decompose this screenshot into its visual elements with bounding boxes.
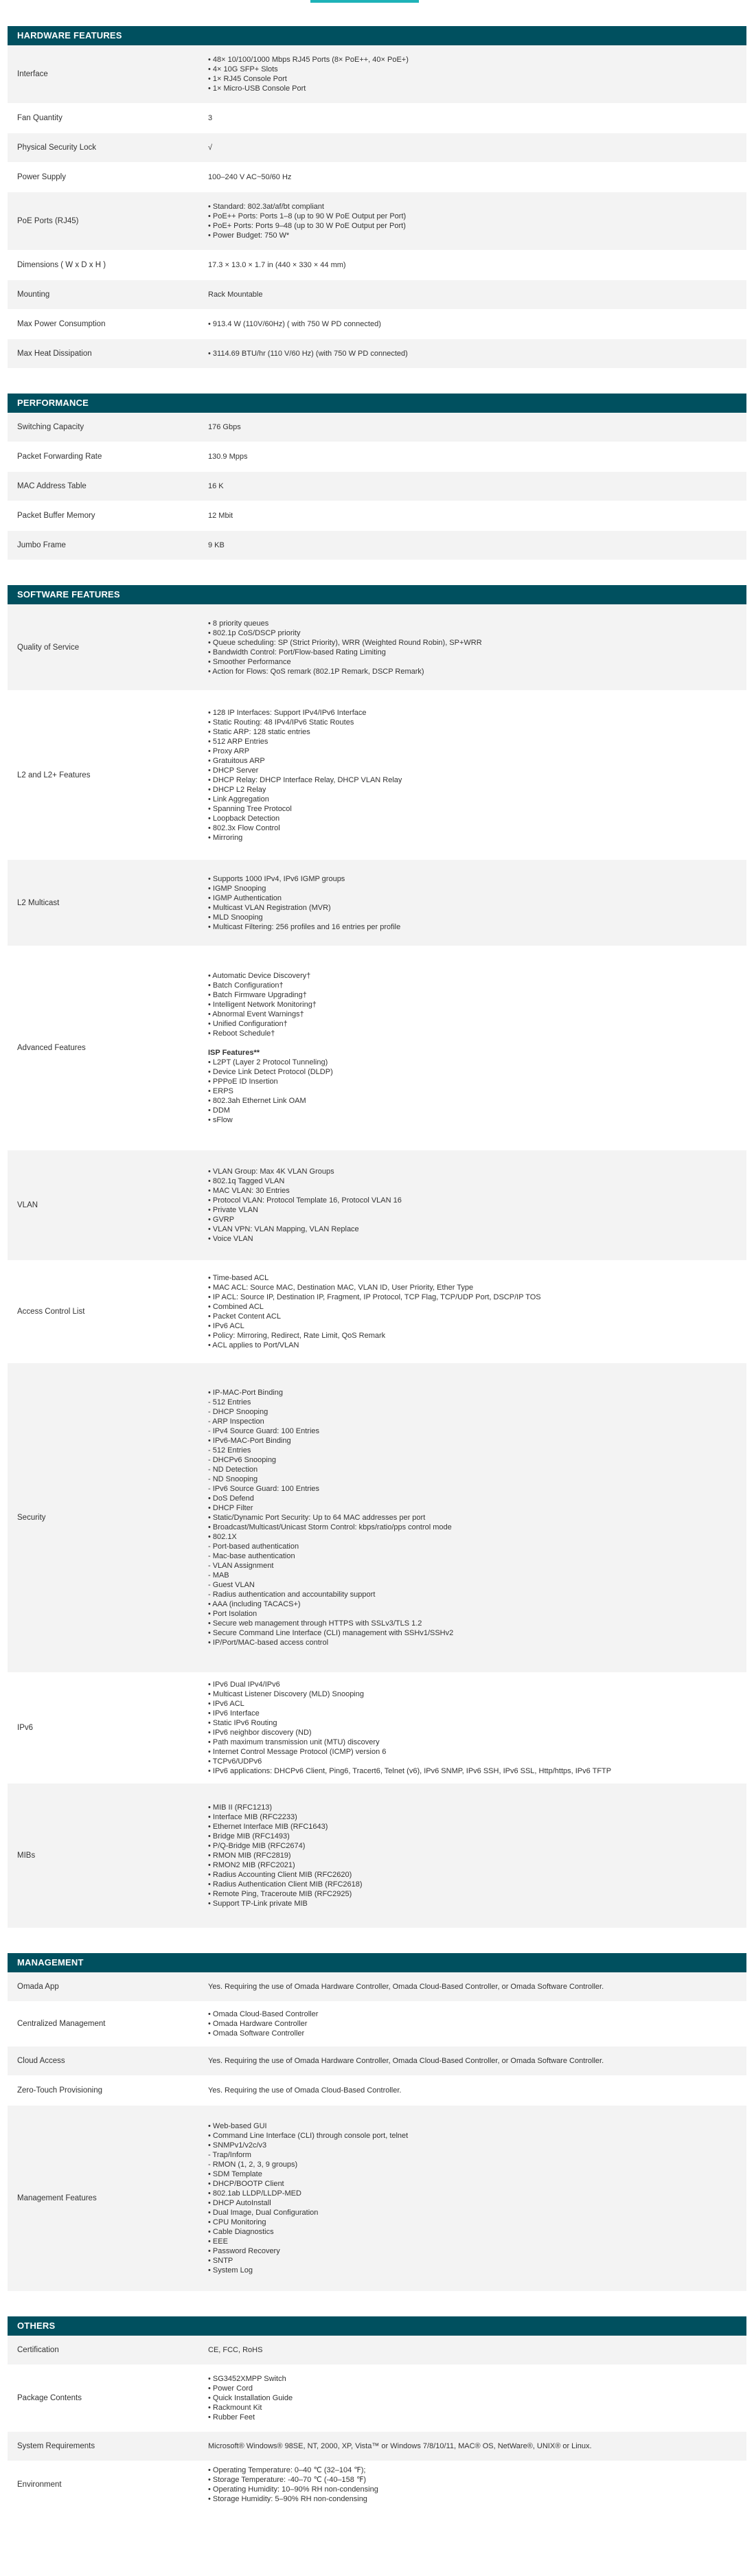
spec-value-line: • Proxy ARP [208,746,250,755]
spec-value-line: - Guest VLAN [208,1581,255,1589]
spec-label: Max Heat Dissipation [17,350,92,358]
spec-value-line: 176 Gbps [208,423,241,431]
spec-value [196,1673,746,1783]
spec-row [8,472,746,501]
spec-value-line: • 1× Micro-USB Console Port [208,84,306,93]
spec-value-line: • IPv6 Dual IPv4/IPv6 [208,1680,280,1689]
spec-value [196,501,746,530]
spec-value [196,1972,746,2001]
spec-value-line: • Protocol VLAN: Protocol Template 16, Protocol VLAN 16 [208,1196,402,1205]
spec-section [8,585,746,1928]
spec-value-line: • DHCP Server [208,766,259,775]
spec-row [8,691,746,860]
spec-label: L2 Multicast [17,898,60,907]
spec-value-line: • 4× 10G SFP+ Slots [208,65,278,73]
spec-label: Cloud Access [17,2057,65,2065]
spec-value-line: 130.9 Mpps [208,453,248,461]
spec-section [8,1953,746,2292]
spec-value [196,946,746,1150]
spec-value-line: Rack Mountable [208,290,263,299]
spec-value-line: • Multicast VLAN Registration (MVR) [208,903,331,912]
spec-value-line: • Dual Image, Dual Configuration [208,2209,319,2217]
spec-value [196,2365,746,2431]
spec-label: Packet Forwarding Rate [17,453,102,461]
spec-value-line: 12 Mbit [208,512,233,520]
spec-value-line: • Combined ACL [208,1303,264,1311]
spec-row [8,2106,746,2292]
spec-value-line: • Cable Diagnostics [208,2228,274,2236]
spec-row [8,1783,746,1928]
spec-value-line: • DHCP Filter [208,1504,253,1512]
spec-row [8,604,746,691]
spec-row [8,2432,746,2461]
spec-value [196,2047,746,2075]
spec-value-line: √ [208,144,213,152]
spec-value-line: • IPv6-MAC-Port Binding [208,1437,291,1445]
spec-label: Environment [17,2481,62,2489]
spec-row [8,2076,746,2106]
spec-row [8,860,746,946]
spec-value-line: • Policy: Mirroring, Redirect, Rate Limit, QoS Remark [208,1332,386,1340]
spec-value-line: • Rackmount Kit [208,2404,262,2412]
spec-value-line: • Intelligent Network Monitoring† [208,1001,317,1009]
spec-value-line: • IGMP Authentication [208,893,282,902]
spec-value-line: 9 KB [208,541,225,549]
spec-value-line: • Static ARP: 128 static entries [208,727,310,736]
spec-value-line: - IPv6 Source Guard: 100 Entries [208,1485,320,1493]
spec-value [196,133,746,162]
spec-value-line: • IPv6 applications: DHCPv6 Client, Ping6, Tracert6, Telnet (v6), IPv6 SNMP, IPv6 SSH, IPv6 SSL, Http/https, IPv6 TFTP [208,1767,612,1775]
spec-value-line: - IPv4 Source Guard: 100 Entries [208,1427,320,1435]
spec-value-line: ISP Features** [208,1049,260,1057]
spec-value-line: • Supports 1000 IPv4, IPv6 IGMP groups [208,874,345,883]
spec-value [196,2106,746,2291]
spec-value-line: • DHCP Relay: DHCP Interface Relay, DHCP VLAN Relay [208,775,402,784]
spec-value-line: • ACL applies to Port/VLAN [208,1341,299,1349]
spec-table [8,26,746,2533]
spec-value-line: • Port Isolation [208,1610,258,1618]
spec-value-line: • RMON2 MIB (RFC2021) [208,1861,295,1869]
spec-value [196,531,746,560]
spec-value-line: • Time-based ACL [208,1274,269,1282]
spec-value [196,2076,746,2105]
spec-row [8,2002,746,2047]
spec-value-line: - Trap/Inform [208,2151,251,2159]
spec-section [8,2316,746,2509]
spec-value [196,339,746,368]
spec-value [196,45,746,103]
spec-row [8,413,746,442]
spec-label: Zero-Touch Provisioning [17,2086,103,2095]
spec-value-line: • IPv6 ACL [208,1322,244,1330]
spec-value-line: • 802.3ah Ethernet Link OAM [208,1097,306,1105]
spec-value-line: • DoS Defend [208,1494,254,1503]
spec-row [8,501,746,531]
spec-section [8,394,746,560]
spec-value-line: • Broadcast/Multicast/Unicast Storm Control: kbps/ratio/pps control mode [208,1523,452,1531]
spec-row [8,104,746,133]
spec-label: Security [17,1514,46,1522]
spec-label: Power Supply [17,173,66,181]
spec-value-line: • Interface MIB (RFC2233) [208,1813,297,1821]
spec-value-line: • sFlow [208,1116,233,1124]
spec-value-line: • 3114.69 BTU/hr (110 V/60 Hz) (with 750 W PD connected) [208,350,408,358]
spec-value [196,860,746,946]
spec-label: Omada App [17,1983,59,1991]
spec-value [196,604,746,690]
spec-label: Interface [17,70,48,78]
spec-value [196,1363,746,1672]
spec-row [8,2047,746,2076]
spec-value-line: • IP-MAC-Port Binding [208,1389,283,1397]
spec-value-line: - ARP Inspection [208,1417,264,1426]
spec-value-line: • Mirroring [208,833,243,842]
spec-value-line: 3 [208,114,213,122]
spec-value-line: • IP ACL: Source IP, Destination IP, Fragment, IP Protocol, TCP Flag, TCP/UDP Port, DSCP/IP TOS [208,1293,541,1301]
spec-value-line: - ND Detection [208,1466,258,1474]
spec-value-line: • MLD Snooping [208,913,263,922]
spec-value-line: • Batch Configuration† [208,981,284,990]
spec-value-line: • IPv6 ACL [208,1700,244,1708]
spec-value [196,2432,746,2461]
spec-value-line: • MAC ACL: Source MAC, Destination MAC, VLAN ID, User Priority, Ether Type [208,1284,474,1292]
spec-value-line: - ND Snooping [208,1475,258,1483]
spec-value-line: • Abnormal Event Warnings† [208,1010,304,1018]
spec-row [8,192,746,251]
spec-value-line: • 802.1p CoS/DSCP priority [208,628,301,637]
spec-value-line: • Device Link Detect Protocol (DLDP) [208,1068,333,1076]
spec-value-line: • Storage Humidity: 5–90% RH non-condensing [208,2495,367,2503]
spec-label: System Requirements [17,2442,95,2450]
spec-value-line: • Loopback Detection [208,814,280,823]
spec-row [8,45,746,104]
spec-value-line: • 48× 10/100/1000 Mbps RJ45 Ports (8× PoE++, 40× PoE+) [208,56,409,64]
spec-value [196,104,746,133]
spec-label: MAC Address Table [17,482,87,490]
spec-value [196,2002,746,2046]
spec-value [196,413,746,442]
spec-value-line: • Radius Authentication Client MIB (RFC2618) [208,1880,363,1889]
spec-value-line: • Static Routing: 48 IPv4/IPv6 Static Routes [208,718,354,727]
spec-label: Centralized Management [17,2020,106,2028]
spec-value-line: • IGMP Snooping [208,884,266,893]
spec-value-line: - Mac-base authentication [208,1552,295,1560]
spec-value-line: • 913.4 W (110V/60Hz) ( with 750 W PD connected) [208,320,381,328]
spec-value [196,1783,746,1928]
spec-label: Switching Capacity [17,423,84,431]
spec-value-line: • PoE++ Ports: Ports 1–8 (up to 90 W PoE Output per Port) [208,212,407,220]
spec-value-line: Microsoft® Windows® 98SE, NT, 2000, XP, Vista™ or Windows 7/8/10/11, MAC® OS, NetWare®, UNIX® or Linux. [208,2442,592,2450]
spec-value-line: - MAB [208,1571,229,1580]
spec-row [8,163,746,192]
spec-value-line: • Path maximum transmission unit (MTU) discovery [208,1738,380,1746]
spec-value-line: • Bandwidth Control: Port/Flow-based Rating Limiting [208,648,386,657]
spec-row [8,1972,746,2002]
spec-value-line: • DDM [208,1106,230,1115]
spec-value-line: • PPPoE ID Insertion [208,1078,278,1086]
spec-value-line: • Operating Humidity: 10–90% RH non-condensing [208,2485,378,2494]
spec-value-line: • 802.3x Flow Control [208,823,280,832]
spec-label: L2 and L2+ Features [17,771,91,779]
spec-value-line: • Power Budget: 750 W* [208,231,290,240]
spec-label: PoE Ports (RJ45) [17,217,79,225]
spec-value-line: • Automatic Device Discovery† [208,972,311,980]
spec-value-line: • Batch Firmware Upgrading† [208,991,307,999]
spec-value [196,192,746,250]
spec-row [8,531,746,560]
spec-value-line: • Multicast Filtering: 256 profiles and 16 entries per profile [208,922,401,931]
spec-value-line: • EEE [208,2237,228,2246]
spec-value-line: • P/Q-Bridge MIB (RFC2674) [208,1842,306,1850]
spec-value-line: • Internet Control Message Protocol (ICMP) version 6 [208,1748,387,1756]
spec-value-line: • Smoother Performance [208,657,291,666]
section-title: OTHERS [8,2316,746,2336]
spec-value-line: • Link Aggregation [208,795,269,803]
spec-row [8,1261,746,1363]
spec-row [8,442,746,472]
spec-label: Quality of Service [17,643,80,652]
spec-value-line: • SDM Template [208,2170,262,2178]
spec-value-line: - Port-based authentication [208,1542,299,1551]
spec-value-line: • Storage Temperature: -40–70 ℃ (-40–158 ℉) [208,2476,367,2484]
spec-label: Physical Security Lock [17,144,97,152]
spec-value-line: • Support TP-Link private MIB [208,1900,308,1908]
spec-value-line: • Voice VLAN [208,1235,253,1243]
spec-value-line: • VLAN VPN: VLAN Mapping, VLAN Replace [208,1225,359,1233]
spec-value-line: • IP/Port/MAC-based access control [208,1639,329,1647]
spec-value-line: - VLAN Assignment [208,1562,274,1570]
active-tab-indicator [310,0,419,3]
spec-value-line: • Queue scheduling: SP (Strict Priority), WRR (Weighted Round Robin), SP+WRR [208,638,482,647]
spec-value-line: • Static/Dynamic Port Security: Up to 64 MAC addresses per port [208,1514,426,1522]
spec-value [196,472,746,501]
spec-value-line: • GVRP [208,1216,235,1224]
spec-value-line: • Rubber Feet [208,2413,255,2421]
spec-label: Jumbo Frame [17,541,66,549]
spec-value-line: • 8 priority queues [208,619,269,628]
spec-value-line: • Unified Configuration† [208,1020,288,1028]
spec-label: Package Contents [17,2394,82,2402]
spec-row [8,251,746,280]
spec-value-line: • Quick Installation Guide [208,2394,293,2402]
spec-value-line: Yes. Requiring the use of Omada Hardware Controller, Omada Cloud-Based Controller, or Omada Software Controller. [208,1983,604,1991]
spec-value-line: • Remote Ping, Traceroute MIB (RFC2925) [208,1890,352,1898]
spec-value-line: - 512 Entries [208,1446,251,1455]
spec-row [8,2365,746,2432]
spec-value-line: 17.3 × 13.0 × 1.7 in (440 × 330 × 44 mm) [208,261,346,269]
spec-row [8,280,746,310]
spec-value-line: • 128 IP Interfaces: Support IPv4/IPv6 Interface [208,708,367,717]
spec-value-line: • Radius Accounting Client MIB (RFC2620) [208,1871,352,1879]
spec-row [8,1673,746,1783]
spec-label: VLAN [17,1201,38,1209]
spec-label: Max Power Consumption [17,320,106,328]
spec-label: Access Control List [17,1308,85,1316]
spec-value-line: • PoE+ Ports: Ports 9–48 (up to 30 W PoE Output per Port) [208,222,406,230]
spec-value-line: • System Log [208,2266,253,2275]
spec-value-line: • Spanning Tree Protocol [208,804,292,813]
spec-value-line: • DHCP L2 Relay [208,785,266,794]
spec-row [8,133,746,163]
spec-value-line: • Secure web management through HTTPS with SSLv3/TLS 1.2 [208,1619,422,1628]
spec-value [196,1150,746,1260]
spec-value-line: Yes. Requiring the use of Omada Cloud-Based Controller. [208,2086,402,2095]
spec-value-line: • Private VLAN [208,1206,258,1214]
spec-value [196,280,746,309]
section-title: SOFTWARE FEATURES [8,585,746,604]
section-title: HARDWARE FEATURES [8,26,746,45]
spec-value-line: • 512 ARP Entries [208,737,269,746]
spec-label: Packet Buffer Memory [17,512,95,520]
spec-value-line: • SNMPv1/v2c/v3 [208,2141,267,2150]
spec-value [196,251,746,280]
spec-value-line: • MIB II (RFC1213) [208,1803,273,1812]
spec-value-line: • Static IPv6 Routing [208,1719,277,1727]
spec-value [196,163,746,192]
spec-value-line: • Packet Content ACL [208,1312,281,1321]
spec-row [8,1363,746,1673]
spec-value-line: • L2PT (Layer 2 Protocol Tunneling) [208,1058,328,1067]
spec-row [8,2461,746,2509]
spec-label: MIBs [17,1851,36,1860]
spec-value-line: • 1× RJ45 Console Port [208,75,287,83]
spec-value-line: • SNTP [208,2257,233,2265]
spec-value [196,2336,746,2364]
spec-value-line: • TCPv6/UDPv6 [208,1757,262,1766]
spec-label: Certification [17,2346,59,2354]
spec-row [8,339,746,369]
spec-value-line: • Bridge MIB (RFC1493) [208,1832,290,1840]
spec-value [196,691,746,859]
spec-value-line: • Web-based GUI [208,2122,267,2130]
spec-value [196,310,746,339]
spec-row [8,310,746,339]
spec-value [196,442,746,471]
section-title: MANAGEMENT [8,1953,746,1972]
spec-value-line: • AAA (including TACACS+) [208,1600,301,1608]
spec-value-line: • Omada Cloud-Based Controller [208,2010,319,2018]
spec-value-line: - RMON (1, 2, 3, 9 groups) [208,2161,298,2169]
spec-label: Mounting [17,290,50,299]
spec-value-line: • 802.1X [208,1533,237,1541]
spec-value-line: Yes. Requiring the use of Omada Hardware Controller, Omada Cloud-Based Controller, or Omada Software Controller. [208,2057,604,2065]
spec-value-line: • Gratuitous ARP [208,756,265,765]
spec-label: Dimensions ( W x D x H ) [17,261,106,269]
spec-value-line: CE, FCC, RoHS [208,2346,263,2354]
spec-value-line: • 802.1ab LLDP/LLDP-MED [208,2189,301,2198]
spec-value-line: • Omada Software Controller [208,2029,305,2038]
spec-value-line: • Power Cord [208,2384,253,2393]
spec-value [196,1261,746,1363]
spec-label: Management Features [17,2194,97,2202]
spec-value-line: • Command Line Interface (CLI) through console port, telnet [208,2132,409,2140]
spec-value [196,2461,746,2508]
spec-value-line: • Omada Hardware Controller [208,2020,308,2028]
spec-row [8,1150,746,1261]
spec-label: Fan Quantity [17,114,62,122]
spec-value-line: • MAC VLAN: 30 Entries [208,1187,290,1195]
spec-section [8,26,746,369]
spec-value-line: - Radius authentication and accountability support [208,1591,376,1599]
spec-value-line: - DHCPv6 Snooping [208,1456,277,1464]
spec-value-line: • Multicast Listener Discovery (MLD) Snooping [208,1690,364,1698]
spec-value-line: • CPU Monitoring [208,2218,266,2226]
spec-value-line: 16 K [208,482,224,490]
spec-value-line: • DHCP AutoInstall [208,2199,271,2207]
spec-value-line: • Standard: 802.3at/af/bt compliant [208,203,324,211]
spec-value-line: 100–240 V AC~50/60 Hz [208,173,292,181]
spec-value-line: • ERPS [208,1087,233,1095]
spec-value-line: • IPv6 neighbor discovery (ND) [208,1729,312,1737]
spec-row [8,2336,746,2365]
spec-value-line: • Action for Flows: QoS remark (802.1P Remark, DSCP Remark) [208,667,424,676]
spec-value-line: • Operating Temperature: 0–40 ℃ (32–104 ℉); [208,2466,366,2474]
spec-label: Advanced Features [17,1044,86,1052]
section-title: PERFORMANCE [8,394,746,413]
spec-value-line: • RMON MIB (RFC2819) [208,1851,291,1860]
spec-value-line: - DHCP Snooping [208,1408,269,1416]
spec-value-line [208,1038,740,1048]
spec-value-line: • IPv6 Interface [208,1709,260,1718]
spec-value-line: • Reboot Schedule† [208,1029,275,1038]
spec-value-line: • VLAN Group: Max 4K VLAN Groups [208,1167,334,1176]
spec-label: IPv6 [17,1724,34,1732]
spec-value-line: • 802.1q Tagged VLAN [208,1177,285,1185]
spec-value-line: • DHCP/BOOTP Client [208,2180,284,2188]
spec-value-line: - 512 Entries [208,1398,251,1406]
spec-value-line: • Ethernet Interface MIB (RFC1643) [208,1823,328,1831]
spec-value-line: • Secure Command Line Interface (CLI) management with SSHv1/SSHv2 [208,1629,454,1637]
spec-value-line: • SG3452XMPP Switch [208,2375,286,2383]
spec-value-line: • Password Recovery [208,2247,280,2255]
spec-row [8,946,746,1150]
